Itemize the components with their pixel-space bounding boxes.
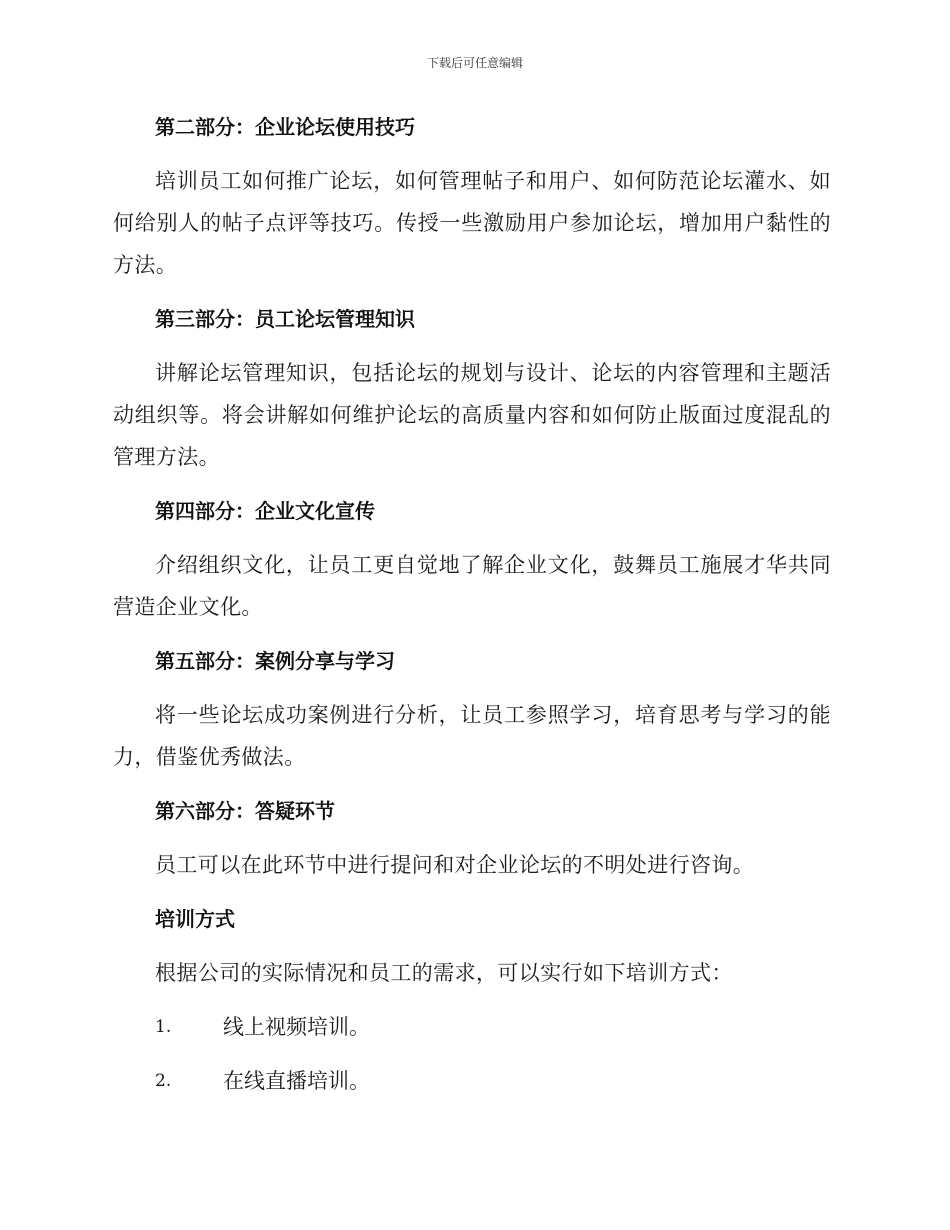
section-heading: 第二部分：企业论坛使用技巧	[155, 115, 415, 139]
section-part-5	[113, 640, 831, 778]
section-heading: 第五部分：案例分享与学习	[155, 649, 395, 673]
section-heading: 第四部分：企业文化宣传	[155, 499, 375, 523]
document-body	[113, 106, 831, 1114]
section-paragraph: 讲解论坛管理知识，包括论坛的规划与设计、论坛的内容管理和主题活动组织等。将会讲解如何维护论坛的高质量内容和如何防止版面过度混乱的管理方法。	[113, 361, 831, 469]
section-part-4	[113, 490, 831, 628]
section-paragraph: 将一些论坛成功案例进行分析，让员工参照学习，培育思考与学习的能力，借鉴优秀做法。	[113, 703, 831, 769]
list-number: 2.	[155, 1071, 172, 1091]
list-number: 1.	[155, 1017, 172, 1037]
section-paragraph: 介绍组织文化，让员工更自觉地了解企业文化，鼓舞员工施展才华共同营造企业文化。	[113, 553, 831, 619]
list-item	[113, 1060, 831, 1102]
section-paragraph: 根据公司的实际情况和员工的需求，可以实行如下培训方式：	[155, 961, 733, 985]
list-text: 在线直播培训。	[223, 1069, 370, 1093]
section-heading: 第三部分：员工论坛管理知识	[155, 307, 415, 331]
section-heading: 培训方式	[155, 907, 235, 931]
list-item	[113, 1006, 831, 1048]
section-part-3	[113, 298, 831, 478]
page-header: 下载后可任意编辑	[426, 56, 523, 70]
section-part-2	[113, 106, 831, 286]
section-heading: 第六部分：答疑环节	[155, 799, 335, 823]
list-text: 线上视频培训。	[223, 1015, 370, 1039]
section-part-6	[113, 790, 831, 886]
section-training-method	[113, 898, 831, 1102]
section-paragraph: 培训员工如何推广论坛，如何管理帖子和用户、如何防范论坛灌水、如何给别人的帖子点评等技巧。传授一些激励用户参加论坛，增加用户黏性的方法。	[113, 169, 831, 277]
section-paragraph: 员工可以在此环节中进行提问和对企业论坛的不明处进行咨询。	[155, 853, 755, 877]
